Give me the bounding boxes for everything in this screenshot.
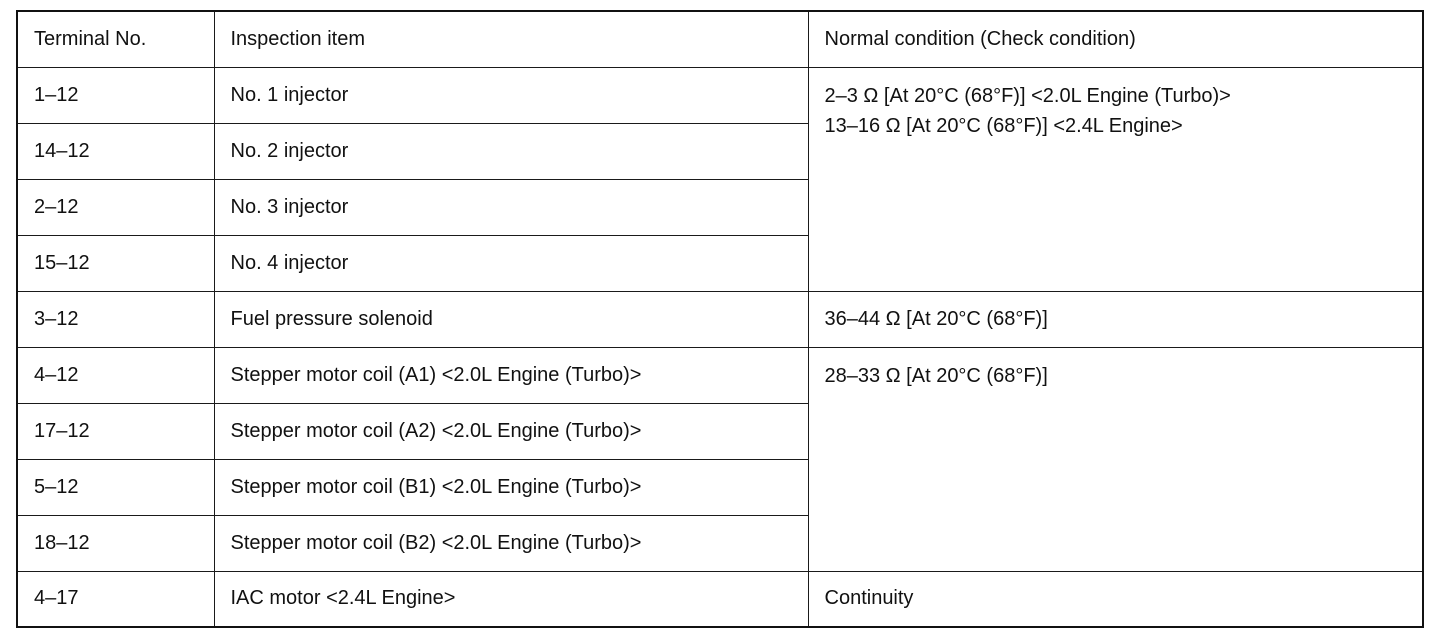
table-row — [17, 67, 1423, 123]
terminal-cell: 4–17 — [17, 571, 214, 627]
terminal-cell: 2–12 — [17, 179, 214, 235]
header-terminal-no: Terminal No. — [17, 11, 214, 67]
terminal-cell: 4–12 — [17, 347, 214, 403]
table-row — [17, 347, 1423, 403]
terminal-cell: 18–12 — [17, 515, 214, 571]
table-row — [17, 291, 1423, 347]
condition-cell-stepper-motor: 28–33 Ω [At 20°C (68°F)] — [808, 347, 1423, 571]
inspection-item-cell: IAC motor <2.4L Engine> — [214, 571, 808, 627]
terminal-cell: 5–12 — [17, 459, 214, 515]
condition-line-2-4l: 13–16 Ω [At 20°C (68°F)] <2.4L Engine> — [824, 114, 1183, 137]
inspection-item-cell: Stepper motor coil (A2) <2.0L Engine (Turbo)> — [214, 403, 808, 459]
terminal-cell: 14–12 — [17, 123, 214, 179]
inspection-table — [16, 10, 1424, 628]
terminal-cell: 17–12 — [17, 403, 214, 459]
terminal-cell: 3–12 — [17, 291, 214, 347]
terminal-cell: 1–12 — [17, 67, 214, 123]
inspection-item-cell: Stepper motor coil (B1) <2.0L Engine (Turbo)> — [214, 459, 808, 515]
inspection-item-cell: No. 3 injector — [214, 179, 808, 235]
condition-line-2-0l: 2–3 Ω [At 20°C (68°F)] <2.0L Engine (Turbo)> — [824, 84, 1231, 107]
inspection-item-cell: No. 1 injector — [214, 67, 808, 123]
condition-cell-iac-motor: Continuity — [808, 571, 1423, 627]
terminal-cell: 15–12 — [17, 235, 214, 291]
header-inspection-item: Inspection item — [214, 11, 808, 67]
table-row — [17, 571, 1423, 627]
condition-cell-injectors — [808, 67, 1423, 291]
inspection-item-cell: Fuel pressure solenoid — [214, 291, 808, 347]
header-normal-condition: Normal condition (Check condition) — [808, 11, 1423, 67]
inspection-item-cell: No. 4 injector — [214, 235, 808, 291]
condition-cell-fuel-pressure: 36–44 Ω [At 20°C (68°F)] — [808, 291, 1423, 347]
inspection-item-cell: No. 2 injector — [214, 123, 808, 179]
inspection-item-cell: Stepper motor coil (B2) <2.0L Engine (Turbo)> — [214, 515, 808, 571]
table-header-row — [17, 11, 1423, 67]
inspection-item-cell: Stepper motor coil (A1) <2.0L Engine (Turbo)> — [214, 347, 808, 403]
